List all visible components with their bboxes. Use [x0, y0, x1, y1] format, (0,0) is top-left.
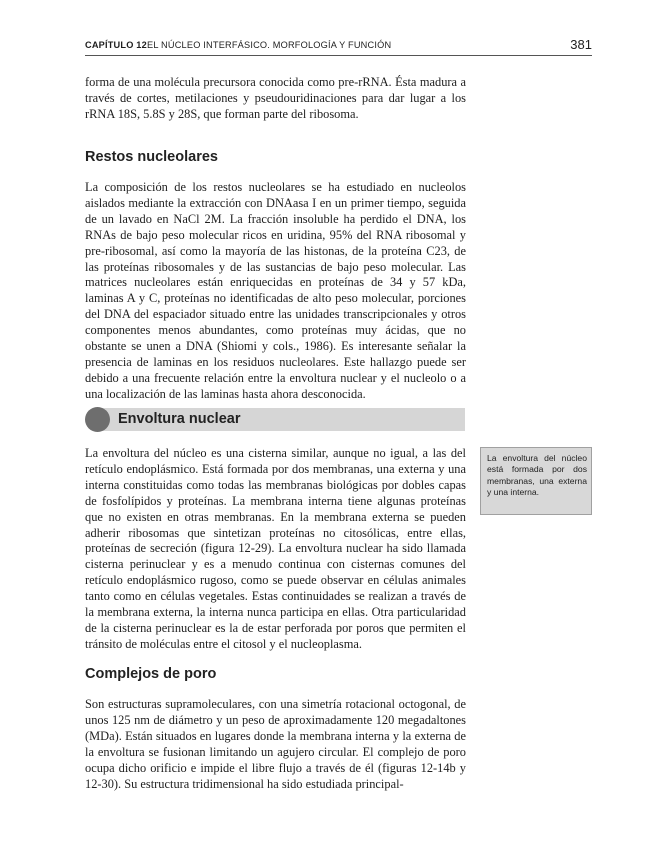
chapter-title: EL NÚCLEO INTERFÁSICO. MORFOLOGÍA Y FUNCIÓN: [147, 40, 392, 50]
envoltura-paragraph: La envoltura del núcleo es una cisterna similar, aunque no igual, a las del retículo endoplásmico. Está formada por dos membranas, una externa y una interna constituidas como todas las membranas biológicas por dobles capas de fosfolípidos y proteínas. La membrana interna tiene algunas proteínas que no existen en otras membranas. En la membrana externa se pueden adherir ribosomas que sintetizan proteínas no citosólicas, entre ellas, proteínas de secreción (figura 12-29). La envoltura nuclear ha sido llamada cisterna perinuclear y es a menudo continua con cisternas comunes del retículo endoplásmico rugoso, como se puede observar en células animales tanto como en células vegetales. Estas continuidades se realizan a través de la membrana externa, la interna nunca participa en ellas. Otra particularidad de la cisterna perinuclear es la de estar perforada por poros que permiten el tránsito de moléculas entre el citosol y el nucleoplasma.: [85, 446, 466, 651]
heading-envoltura-nuclear: Envoltura nuclear: [118, 411, 241, 427]
complejos-paragraph: Son estructuras supramoleculares, con una simetría rotacional octogonal, de unos 125 nm de diámetro y un peso de aproximadamente 120 megadaltones (MDa). Están situados en lugares donde la membrana interna y la externa de la envoltura se fusionan limitando un agujero circular. El complejo de poro ocupa dicho orificio e impide el libre flujo a través de él (figuras 12-14b y 12-30). Su estructura tridimensional ha sido estudiada principal-: [85, 697, 466, 791]
section-band-envoltura: [85, 407, 465, 432]
heading-complejos-de-poro: Complejos de poro: [85, 666, 217, 682]
margin-note-box: [480, 447, 592, 515]
heading-restos-nucleolares: Restos nucleolares: [85, 149, 218, 165]
margin-note-text: La envoltura del núcleo está formada por dos membranas, una externa y una interna.: [487, 453, 587, 498]
running-header: [85, 37, 592, 56]
intro-paragraph: forma de una molécula precursora conocida como pre-rRNA. Ésta madura a través de cortes, metilaciones y pseudouridinaciones para dar lugar a los rRNA 18S, 5.8S y 28S, que forman parte del ribosoma.: [85, 75, 466, 121]
chapter-label: CAPÍTULO 12: [85, 40, 147, 50]
page-number: 381: [570, 37, 592, 52]
section-circle-icon: [85, 407, 110, 432]
restos-paragraph: La composición de los restos nucleolares se ha estudiado en nucleolos aislados mediante la extracción con DNAasa I en un primer tiempo, seguida de un lavado en NaCl 2M. La fracción insoluble ha perdido el DNA, los RNAs de bajo peso molecular ricos en uridina, 95% del RNA ribosomal y pre-ribosomal, así como la mayoría de las histonas, de la proteína C23, de las proteínas ribosomales y de las sustancias de bajo peso molecular. Las matrices nucleolares están enriquecidas en proteínas de 34 y 57 kDa, laminas A y C, proteínas no identificadas de alto peso molecular, porciones del DNA del espaciador situado entre las unidades transcripcionales y otros componentes menos abundantes, como proteínas muy ácidas, que no obstante se unen a DNA (Shiomi y cols., 1986). Es interesante señalar la presencia de laminas en los residuos nucleolares. Este hallazgo puede ser debido a una frecuente relación entre la envoltura nuclear y el nucleolo o a una localización de las laminas hasta ahora desconocida.: [85, 180, 466, 401]
